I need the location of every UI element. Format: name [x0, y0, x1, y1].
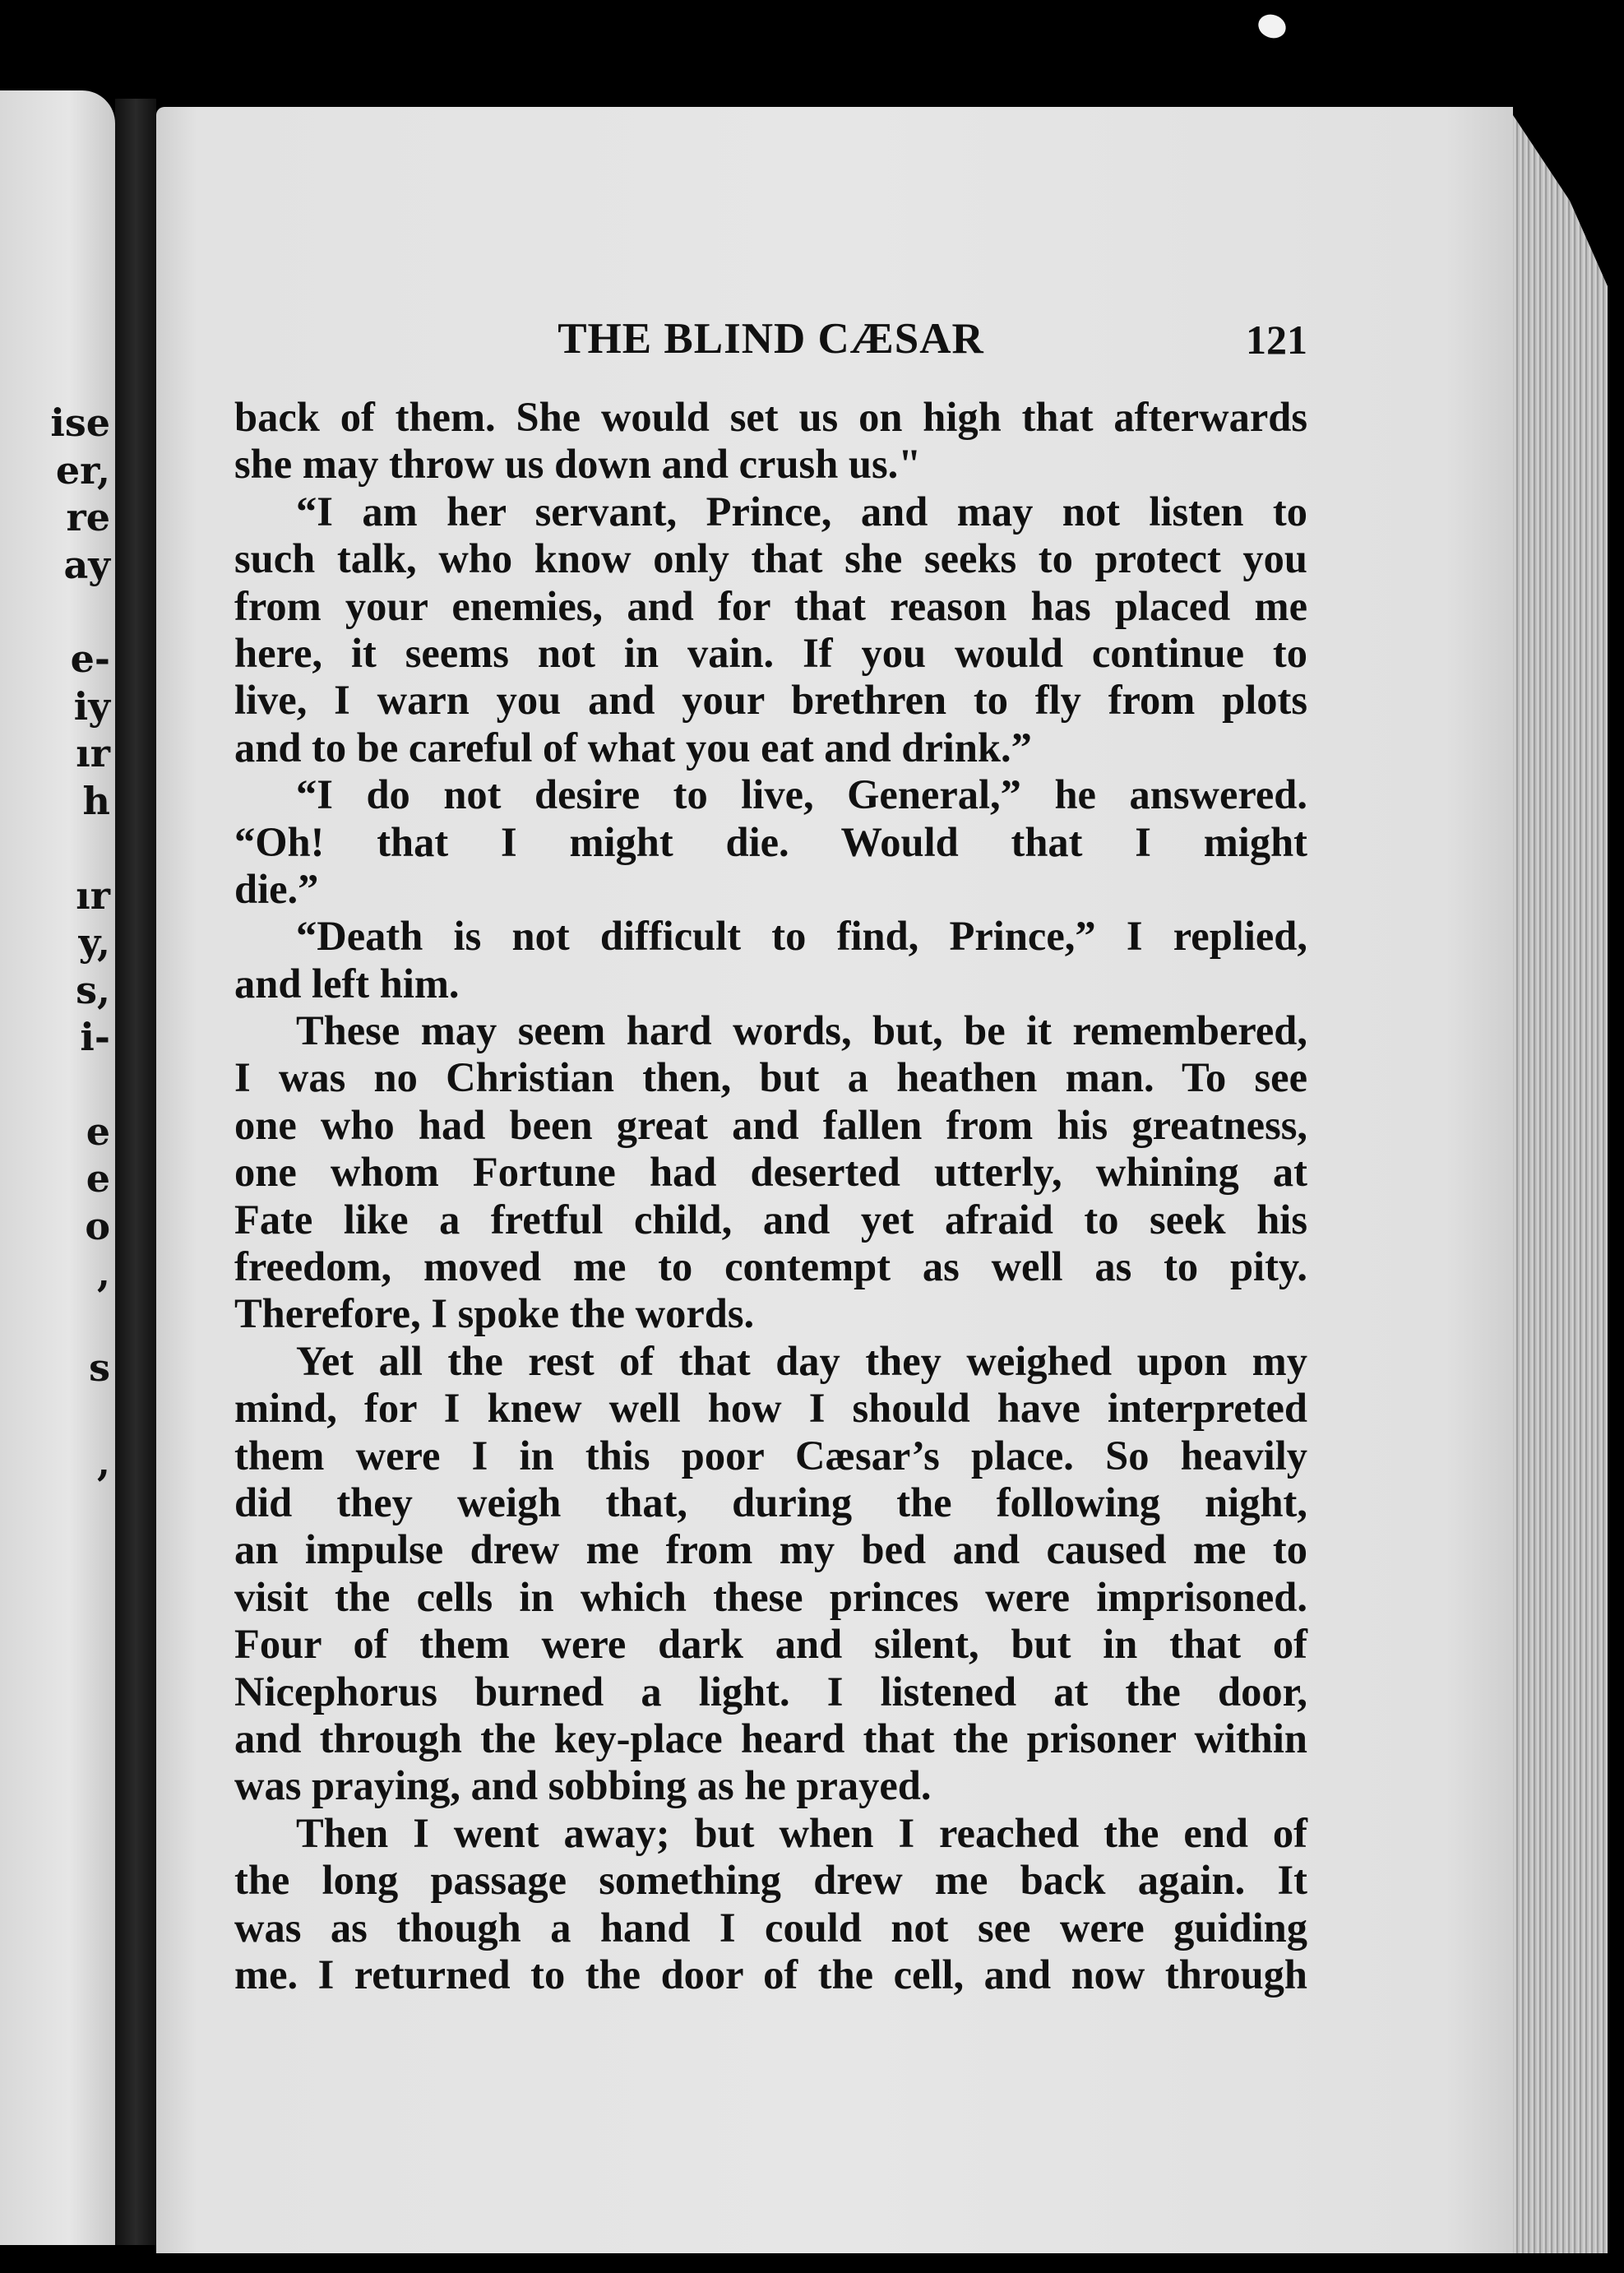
text-line: such talk, who know only that she seeks to protect you — [234, 535, 1307, 582]
text-line: Then I went away; but when I reached the end of — [296, 1809, 1307, 1856]
left-page-fragment: , — [96, 1251, 110, 1295]
left-page-fragment: i- — [80, 1015, 110, 1059]
text-line: These may seem hard words, but, be it remembered, — [296, 1007, 1307, 1054]
left-page-fragment: s, — [76, 968, 110, 1012]
page-edges — [1513, 115, 1608, 2253]
left-page-fragment: e — [86, 1109, 110, 1154]
text-line: Four of them were dark and silent, but in that of — [234, 1621, 1307, 1668]
book-gutter — [115, 99, 156, 2245]
text-line: freedom, moved me to contempt as well as to pity. — [234, 1243, 1307, 1290]
page-number: 121 — [1246, 317, 1307, 363]
text-line: was praying, and sobbing as he prayed. — [234, 1762, 932, 1809]
left-page-fragment: y, — [78, 920, 110, 965]
text-line: I was no Christian then, but a heathen man. To see — [234, 1054, 1307, 1101]
dust-speck — [1255, 11, 1289, 42]
running-title: THE BLIND CÆSAR — [558, 315, 984, 363]
text-line: Fate like a fretful child, and yet afraid to seek his — [234, 1196, 1307, 1243]
left-page-fragment: er, — [55, 448, 110, 493]
text-line: die.” — [234, 865, 319, 912]
text-line: “Death is not difficult to find, Prince,” I replied, — [296, 913, 1307, 960]
text-line: and to be careful of what you eat and drink.” — [234, 724, 1032, 771]
text-line: from your enemies, and for that reason has placed me — [234, 582, 1307, 629]
left-page-fragment: o — [85, 1204, 110, 1248]
left-page-fragment: s — [89, 1345, 110, 1390]
text-line: did they weigh that, during the following night, — [234, 1479, 1307, 1525]
text-line: Nicephorus burned a light. I listened at the door, — [234, 1668, 1307, 1715]
left-page — [0, 90, 115, 2245]
text-line: visit the cells in which these princes were imprisoned. — [234, 1573, 1307, 1620]
text-line: and through the key-place heard that the prisoner within — [234, 1715, 1307, 1761]
text-line: me. I returned to the door of the cell, and now through — [234, 1951, 1307, 1998]
left-page-fragment: ise — [50, 400, 110, 445]
body-text — [234, 394, 1307, 1998]
left-page-fragment: iy — [73, 684, 110, 729]
text-line: “Oh! that I might die. Would that I might — [234, 818, 1307, 865]
left-page-fragment: e- — [70, 637, 110, 681]
left-page-fragment: ay — [63, 543, 110, 587]
text-line: an impulse drew me from my bed and caused me to — [234, 1526, 1307, 1573]
text-line: Yet all the rest of that day they weighed upon my — [296, 1337, 1307, 1384]
text-line: live, I warn you and your brethren to fly from plots — [234, 677, 1307, 724]
text-line: here, it seems not in vain. If you would continue to — [234, 629, 1307, 676]
text-line: one who had been great and fallen from his greatness, — [234, 1101, 1307, 1148]
text-line: “I do not desire to live, General,” he answered. — [296, 771, 1307, 818]
text-line: back of them. She would set us on high that afterwards — [234, 394, 1307, 440]
page-header — [234, 314, 1307, 372]
text-line: them were I in this poor Cæsar’s place. So heavily — [234, 1432, 1307, 1479]
text-line: mind, for I knew well how I should have interpreted — [234, 1385, 1307, 1432]
text-line: she may throw us down and crush us." — [234, 441, 922, 488]
left-page-fragment: h — [82, 779, 110, 823]
text-line: and left him. — [234, 960, 460, 1007]
text-line: one whom Fortune had deserted utterly, whining at — [234, 1149, 1307, 1196]
left-page-fragment: re — [66, 495, 110, 539]
text-line: was as though a hand I could not see were guiding — [234, 1904, 1307, 1951]
text-line: Therefore, I spoke the words. — [234, 1290, 755, 1337]
left-page-fragment: ır — [76, 731, 110, 775]
left-page-fragment: e — [86, 1156, 110, 1201]
text-line: “I am her servant, Prince, and may not listen to — [296, 488, 1307, 535]
text-line: the long passage something drew me back again. It — [234, 1857, 1307, 1904]
left-page-fragment: , — [96, 1440, 110, 1484]
left-page-fragment: ır — [76, 873, 110, 918]
